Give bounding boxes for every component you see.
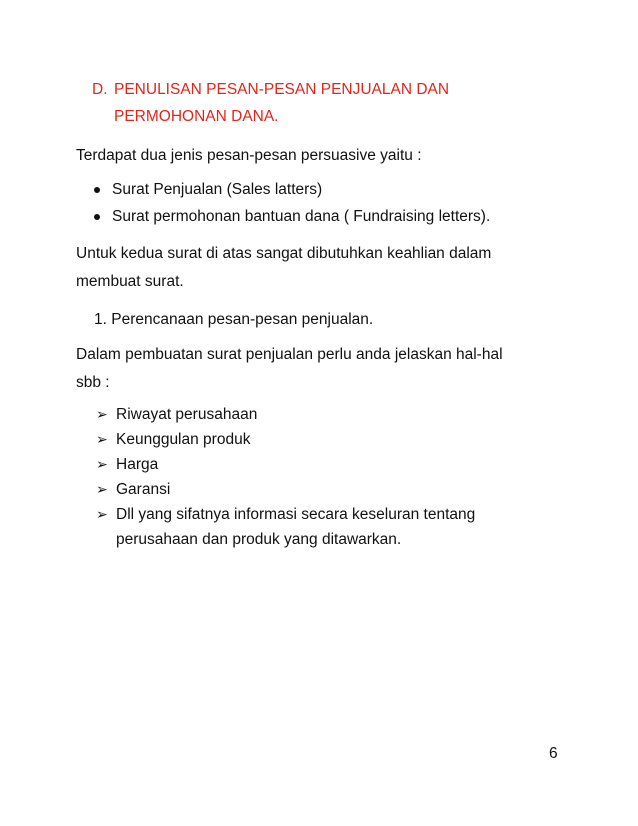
explain-line-2: sbb : xyxy=(76,374,110,391)
section-heading xyxy=(92,76,532,130)
list-item-text: Surat permohonan bantuan dana ( Fundraising letters). xyxy=(112,208,491,225)
list-item-text: Keunggulan produk xyxy=(116,431,251,448)
arrow-bullet-icon: ➢ xyxy=(96,481,108,497)
heading-text-1: PENULISAN PESAN-PESAN PENJUALAN DAN xyxy=(114,81,450,98)
explain-line-1: Dalam pembuatan surat penjualan perlu anda jelaskan hal-hal xyxy=(76,346,503,363)
heading-letter: D. xyxy=(92,81,108,98)
letter-types-list xyxy=(92,176,490,230)
bullet-icon xyxy=(94,187,100,193)
list-item-text: Surat Penjualan (Sales latters) xyxy=(112,181,323,198)
list-item-text: Harga xyxy=(116,456,159,473)
page-number: 6 xyxy=(549,745,558,762)
list-item xyxy=(96,502,546,552)
list-item xyxy=(96,477,546,502)
skills-line-2: membuat surat. xyxy=(76,273,184,290)
numbered-subheading: 1. Perencanaan pesan-pesan penjualan. xyxy=(94,311,374,328)
list-item xyxy=(96,452,546,477)
list-item-continuation: perusahaan dan produk yang ditawarkan. xyxy=(116,531,402,548)
list-item xyxy=(96,402,546,427)
heading-line-1 xyxy=(92,76,532,103)
list-item xyxy=(96,427,546,452)
heading-line-2: PERMOHONAN DANA. xyxy=(114,108,279,125)
skills-paragraph xyxy=(76,240,566,296)
arrow-bullet-icon: ➢ xyxy=(96,406,108,422)
list-item-text: Dll yang sifatnya informasi secara keseluran tentang xyxy=(116,506,476,523)
arrow-bullet-icon: ➢ xyxy=(96,431,108,447)
arrow-bullet-icon: ➢ xyxy=(96,506,108,522)
list-item xyxy=(92,203,490,230)
points-list xyxy=(96,402,546,552)
explain-paragraph xyxy=(76,341,566,397)
list-item-text: Riwayat perusahaan xyxy=(116,406,258,423)
intro-paragraph: Terdapat dua jenis pesan-pesan persuasive yaitu : xyxy=(76,147,422,164)
arrow-bullet-icon: ➢ xyxy=(96,456,108,472)
list-item-text: Garansi xyxy=(116,481,171,498)
bullet-icon xyxy=(94,214,100,220)
list-item xyxy=(92,176,490,203)
skills-line-1: Untuk kedua surat di atas sangat dibutuhkan keahlian dalam xyxy=(76,245,492,262)
